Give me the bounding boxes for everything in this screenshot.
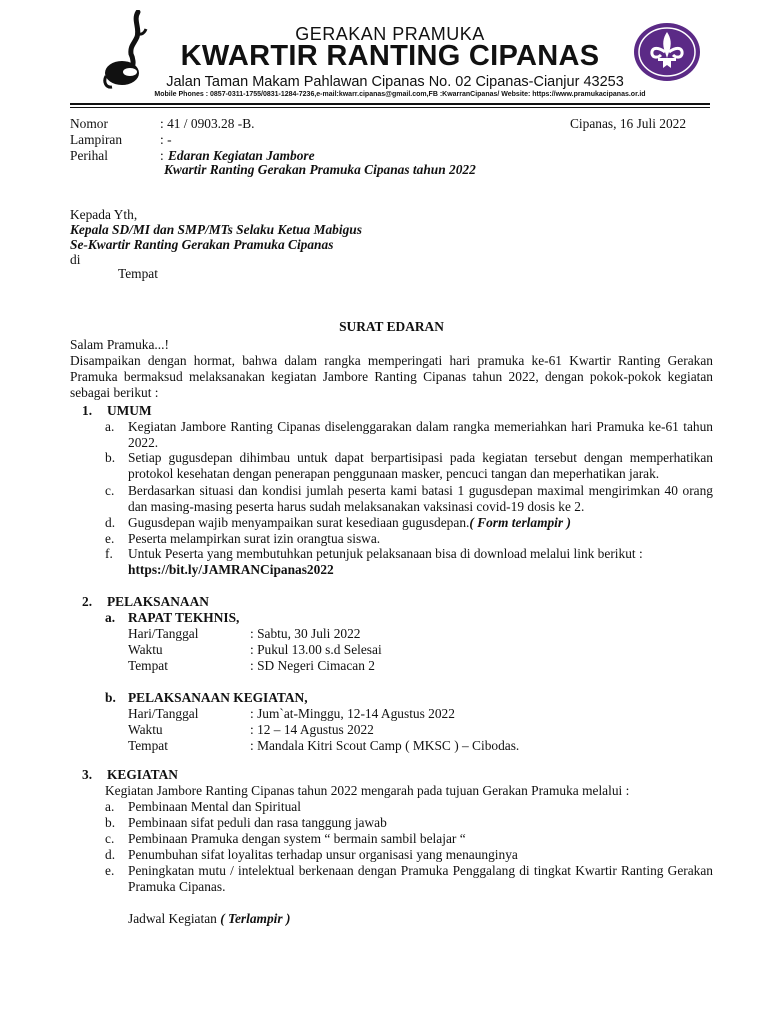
section-title: PELAKSANAAN: [107, 594, 209, 609]
list-text: Penumbuhan sifat loyalitas terhadap unsur organisasi yang menaunginya: [128, 847, 518, 862]
row-value: : 12 – 14 Agustus 2022: [250, 722, 374, 737]
row-value: : SD Negeri Cimacan 2: [250, 658, 375, 673]
list-text: Setiap gugusdepan dihimbau untuk dapat berpartisipasi pada kegiatan tersebut dengan memperhatikan protokol kesehatan dengan penerapan penggunaan masker, pencuci tangan dan meperhatikan jarak.: [128, 450, 713, 481]
list-text: Kegiatan Jambore Ranting Cipanas diselenggarakan dalam rangka memeriahkan hari Pramuka ke-61 tahun 2022.: [128, 419, 713, 450]
list-marker: a.: [105, 799, 115, 814]
perihal-colon: :: [160, 148, 164, 163]
list-marker: a.: [105, 419, 115, 434]
row-label: Waktu: [128, 722, 163, 737]
list-marker: e.: [105, 863, 115, 878]
lampiran-label: Lampiran: [70, 132, 123, 147]
schedule-note: [128, 911, 290, 927]
juklak-download-link[interactable]: https://bit.ly/JAMRANCipanas2022: [128, 562, 334, 577]
row-value: : Sabtu, 30 Juli 2022: [250, 626, 361, 641]
recipient-tempat: Tempat: [118, 266, 158, 281]
section-number: 2.: [82, 594, 93, 609]
contacts: Mobile Phones : 0857-0311-1755/0831-1284-7236,e-mail:kwarr.cipanas@gmail.com,FB :KwarranCipanas/ Website: https://www.pramukacipanas.or.id: [154, 91, 646, 98]
row-label: Tempat: [128, 658, 168, 673]
section-number: 1.: [82, 403, 93, 418]
section-title: UMUM: [107, 403, 152, 418]
list-text: Peserta melampirkan surat izin orangtua siswa.: [128, 531, 381, 546]
section-title: KEGIATAN: [107, 767, 178, 782]
list-marker: f.: [105, 546, 113, 561]
perihal-line-1: Edaran Kegiatan Jambore: [168, 148, 315, 163]
place-date: Cipanas, 16 Juli 2022: [570, 116, 687, 131]
list-marker: e.: [105, 531, 115, 546]
subsection-marker: b.: [105, 690, 116, 705]
list-text: Untuk Peserta yang membutuhkan petunjuk pelaksanaan bisa di download melalui link berikut :: [128, 546, 643, 561]
address: Jalan Taman Makam Pahlawan Cipanas No. 02 Cipanas-Cianjur 43253: [166, 74, 624, 90]
recipient-line-2: Se-Kwartir Ranting Gerakan Pramuka Cipanas: [70, 237, 334, 252]
nomor-label: Nomor: [70, 116, 108, 131]
recipient-line-1: Kepala SD/MI dan SMP/MTs Selaku Ketua Mabigus: [70, 222, 362, 237]
header-divider: [70, 103, 710, 105]
document-title: SURAT EDARAN: [339, 319, 444, 334]
list-text: Pembinaan Pramuka dengan system “ bermain sambil belajar “: [128, 831, 466, 846]
section-number: 3.: [82, 767, 93, 782]
perihal-label: Perihal: [70, 148, 108, 163]
subsection-marker: a.: [105, 610, 116, 625]
list-text: Berdasarkan situasi dan kondisi jumlah peserta kami batasi 1 gugusdepan maximal mengirimkan 40 orang dan masing-masing peserta harus sudah melaksanakan vaksinasi covid-19 dosis ke 2.: [128, 483, 713, 514]
row-label: Tempat: [128, 738, 168, 753]
row-value: : Mandala Kitri Scout Camp ( MKSC ) – Cibodas.: [250, 738, 520, 753]
nomor-value: : 41 / 0903.28 -B.: [160, 116, 255, 131]
header-divider-thin: [70, 107, 710, 108]
list-marker: d.: [105, 847, 116, 862]
subsection-title-pelaksanaan-kegiatan: PELAKSANAAN KEGIATAN,: [128, 690, 308, 705]
kegiatan-intro: Kegiatan Jambore Ranting Cipanas tahun 2022 mengarah pada tujuan Gerakan Pramuka melalui :: [105, 783, 630, 798]
org-name: GERAKAN PRAMUKA: [295, 24, 485, 44]
row-value: : Jum`at-Minggu, 12-14 Agustus 2022: [250, 706, 455, 721]
schedule-label: Jadwal Kegiatan: [128, 911, 217, 926]
list-marker: c.: [105, 831, 115, 846]
perihal-line-2: Kwartir Ranting Gerakan Pramuka Cipanas tahun 2022: [164, 162, 476, 177]
salutation: Salam Pramuka...!: [70, 337, 169, 352]
list-text: [128, 515, 713, 531]
list-text: Peningkatan mutu / intelektual berkenaan dengan Pramuka Penggalang di tingkat Kwartir Ranting Gerakan Pramuka Cipanas.: [128, 863, 713, 894]
row-value: : Pukul 13.00 s.d Selesai: [250, 642, 382, 657]
intro-paragraph: Disampaikan dengan hormat, bahwa dalam rangka memperingati hari pramuka ke-61 Kwartir Ranting Gerakan Pramuka bermaksud melaksanakan kegiatan Jambore Ranting Cipanas tahun 2022, dengan pokok-pokok kegiatan sebagai berikut :: [70, 353, 713, 400]
recipient-di: di: [70, 252, 81, 267]
recipient-greeting: Kepada Yth,: [70, 207, 138, 222]
schedule-attachment-note: ( Terlampir ): [220, 911, 291, 926]
list-text-main: Gugusdepan wajib menyampaikan surat kesediaan gugusdepan.: [128, 515, 470, 530]
list-text: Pembinaan Mental dan Spiritual: [128, 799, 301, 814]
lampiran-value: : -: [160, 132, 172, 147]
world-scout-emblem-icon: [633, 22, 701, 82]
list-text: Pembinaan sifat peduli dan rasa tanggung jawab: [128, 815, 387, 830]
list-marker: b.: [105, 815, 116, 830]
list-marker: b.: [105, 450, 116, 465]
form-terlampir-note: ( Form terlampir ): [469, 515, 571, 530]
list-marker: c.: [105, 483, 115, 498]
kwartir-name: KWARTIR RANTING CIPANAS: [180, 40, 600, 72]
row-label: Hari/Tanggal: [128, 706, 199, 721]
subsection-title-rapat-tekhnis: RAPAT TEKHNIS,: [128, 610, 240, 625]
row-label: Hari/Tanggal: [128, 626, 199, 641]
list-marker: d.: [105, 515, 116, 530]
row-label: Waktu: [128, 642, 163, 657]
